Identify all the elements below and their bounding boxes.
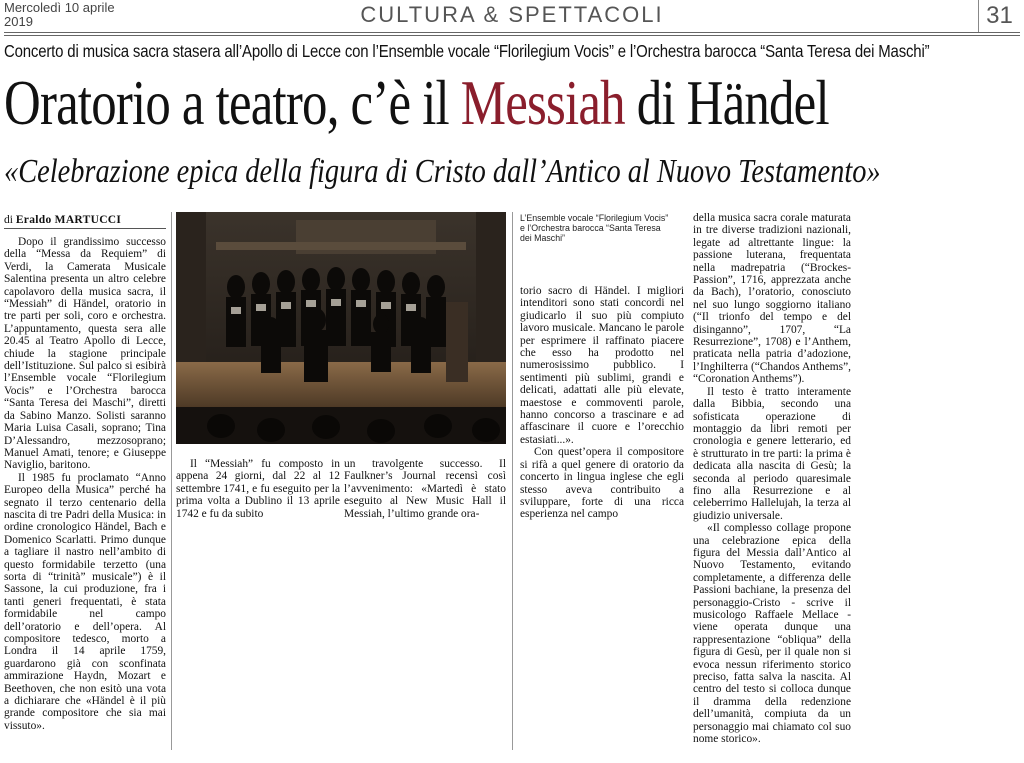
header-rule: [4, 32, 1020, 33]
byline: [4, 214, 166, 229]
issue-date-day: Mercoledì 10 aprile: [4, 0, 115, 15]
headline-part-b: di Händel: [624, 67, 829, 138]
article-kicker: Concerto di musica sacra stasera all’Apollo di Lecce con l’Ensemble vocale “Florilegium Vocis” e l’Orchestra barocca “Santa Teresa dei Maschi”: [4, 41, 930, 61]
paragraph: «Il complesso collage propone una celebrazione epica della figura del Messia dall’Antico al Nuovo Testamento, evitando completamente, a differenza delle Passioni bachiane, la presenza del personaggio-Cristo - scrive il musicologo Raffaele Mellace - viene operata dunque una rappresentazione “obliqua” della figura di Gesù, per il quale non si evoca nessun riferimento storico preciso, fatta salva la nascita. Al centro del testo si colloca dunque il dramma della redenzione dell’umanità, compiuta da un personaggio mai chiamato col suo nome storico».: [693, 522, 851, 746]
header-rule-secondary: [4, 35, 1020, 36]
article-column-3: [344, 458, 506, 520]
concert-photo: [176, 212, 506, 444]
article-column-1: [4, 236, 166, 732]
paragraph: Dopo il grandissimo successo della “Messa da Requiem” di Verdi, la Camerata Musicale Salentina presenta un altro celebre capolavoro della musica sacra, il “Messiah” di Händel, oratorio in tre parti per soli, coro e orchestra. L’appuntamento, questa sera alle 20.45 al Teatro Apollo di Lecce, chiude la stagione principale dell’Istituzione. Sul palco si esibirà l’Ensemble vocale “Florilegium Vocis” e l’Orchestra barocca “Santa Teresa dei Maschi”, diretti da Sabino Manzo. Solisti saranno Maria Luisa Casali, soprano; Tina D’Alessandro, mezzosoprano; Manuel Amati, tenore; e Giuseppe Naviglio, baritono.: [4, 236, 166, 472]
paragraph: della musica sacra corale maturata in tre diverse tradizioni nazionali, legate ad altrettante lingue: la passione luterana, frequentata nella madrepatria (“Brockes-Passion”, 1716, apprezzata anche da Bach), l’oratorio, conosciuto nel suo lungo soggiorno italiano (“Il trionfo del tempo e del disinganno”, 1707, “La Resurrezione”, 1708) e l’Anthem, praticata nella patria d’adozione, l’Inghilterra (“Chandos Anthems”, “Coronation Anthems”).: [693, 212, 851, 386]
headline-accent: Messiah: [460, 67, 625, 138]
paragraph: torio sacro di Händel. I migliori intenditori sono stati concordi nel giudicarlo il suo più compiuto lavoro musicale. Mancano le parole per esprimere il raffinato piacere che esso ha prodotto nel numerosissimo pubblico. I sentimenti più sublimi, grandi e delicati, adattati alle più elevate, maestose e commoventi parole, hanno concorso a trascinare e ad affascinare il cuore e l’orecchio estasiati...».: [520, 285, 684, 446]
paragraph: Con quest’opera il compositore si rifà a quel genere di oratorio da concerto in lingua inglese che egli stesso aveva contribuito a sviluppare, forte di una ricca esperienza nel campo: [520, 446, 684, 521]
column-divider: [171, 212, 172, 750]
article-headline: [4, 67, 829, 138]
byline-author: Eraldo MARTUCCI: [15, 214, 122, 226]
paragraph: Il 1985 fu proclamato “Anno Europeo della Musica” perché ha segnato il terzo centenario della nascita di tre Padri della Musica: in ordine cronologico Händel, Bach e Domenico Scarlatti. Primo dunque a tagliare il nastro nell’ambito di questo formidabile terzetto (una sorta di “trinità” musicale”) è il Sassone, la cui produzione, fra i tanti generi frequentati, è stata formidabile nel campo dell’oratorio e dell’opera. Al compositore tedesco, morto a Londra il 14 aprile 1759, guardarono già con sconfinata ammirazione Haydn, Mozart e Beethoven, che non esitò una vota a dichiarare che «Händel è il più grande compositore che sia mai vissuto».: [4, 471, 166, 732]
paragraph: Il testo è tratto interamente dalla Bibbia, secondo una sofisticata operazione di montaggio da libri remoti per cronologia e genere letterario, ed è strutturato in tre parti: la prima è dedicata alla nascita di Gesù; la seconda al periodo quaresimale fino alla Resurrezione e al celeberrimo Hallelujah, la terza al giudizio universale.: [693, 385, 851, 522]
section-title: [0, 2, 1024, 28]
headline-part-a: Oratorio a teatro, c’è il: [4, 67, 461, 138]
byline-prefix: di: [4, 214, 16, 226]
article-column-4: [520, 285, 684, 521]
article-column-2: [176, 458, 340, 520]
article-subhead: «Celebrazione epica della figura di Cristo dall’Antico al Nuovo Testamento»: [4, 153, 881, 190]
paragraph: Il “Messiah” fu composto in appena 24 giorni, dal 22 al 12 settembre 1741, e fu eseguito per la prima volta a Dublino il 13 aprile 1742 e fu da subito: [176, 458, 340, 520]
section-title-ampersand: &: [483, 2, 501, 27]
article-column-5: [693, 212, 1018, 750]
section-title-part-a: CULTURA: [360, 2, 484, 27]
paragraph: un travolgente successo. Il Faulkner’s Journal recensì così l’avvenimento: «Martedì è stato eseguito al New Music Hall il Messiah, l’ultimo grande ora-: [344, 458, 506, 520]
photo-caption: L’Ensemble vocale “Florilegium Vocis” e l’Orchestra barocca “Santa Teresa dei Maschi”: [520, 213, 669, 243]
section-title-part-b: SPETTACOLI: [500, 2, 664, 27]
page-number: 31: [978, 0, 1020, 32]
issue-date-year: 2019: [4, 14, 33, 29]
concert-photo-illustration: [176, 212, 506, 444]
column-divider: [512, 212, 513, 750]
